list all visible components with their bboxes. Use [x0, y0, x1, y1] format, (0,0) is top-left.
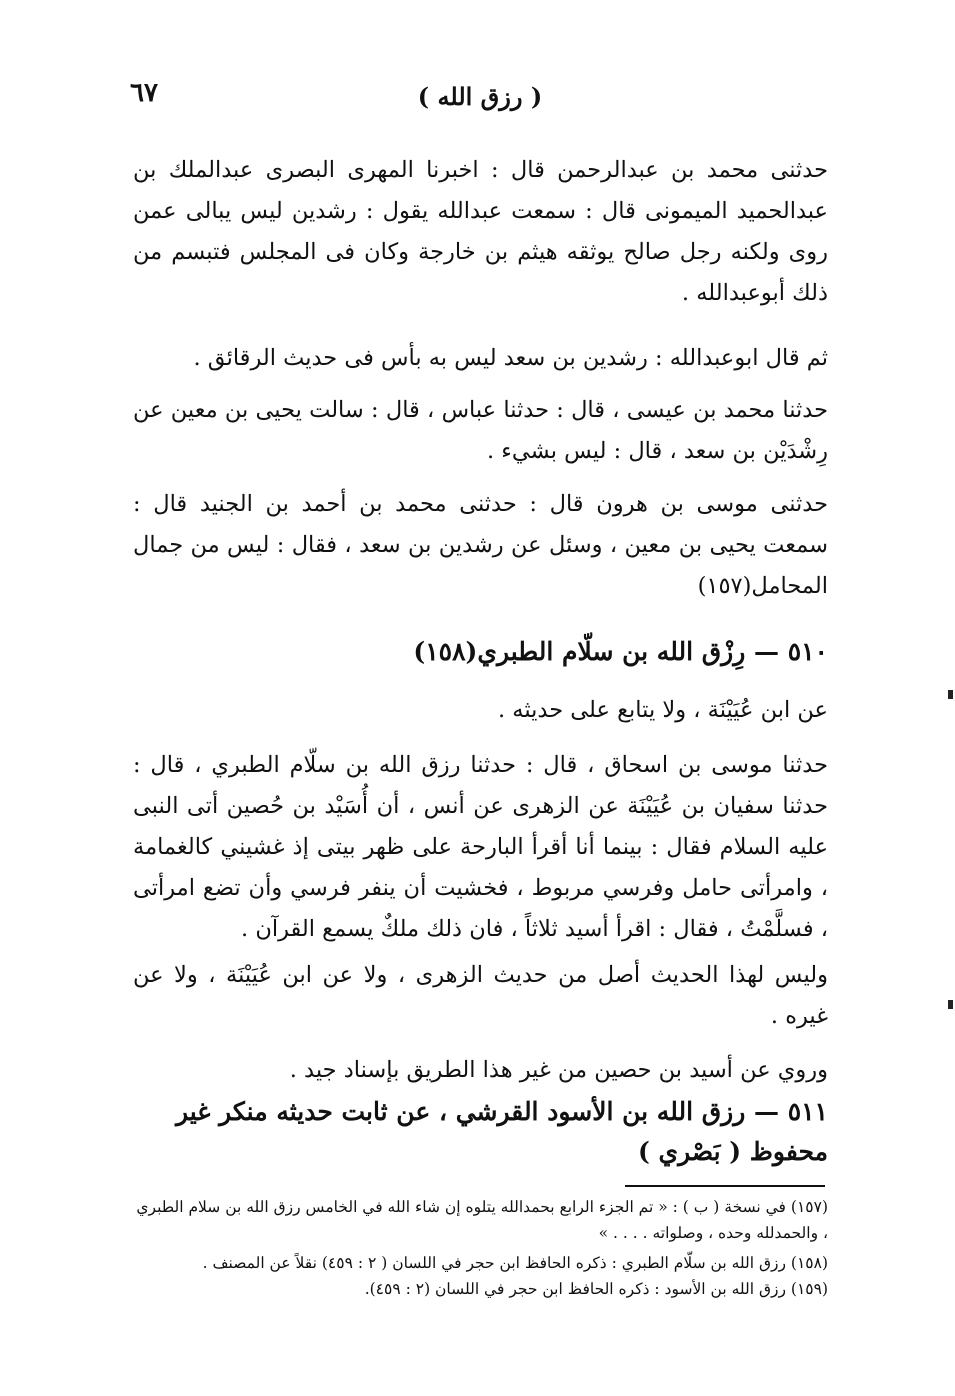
paragraph-1: حدثنى محمد بن عبدالرحمن قال : اخبرنا المهرى البصرى عبدالملك بن عبدالحميد الميمونى قال : سمعت عبدالله يقول : رشدين ليس يبالى عمن روى ولكنه رجل صالح يوثقه هيثم بن خارجة وكان فى المجلس فتبسم من ذلك أبوعبدالله . [133, 157, 828, 306]
paragraph-4: حدثنى موسى بن هرون قال : حدثنى محمد بن أحمد بن الجنيد قال : سمعت يحيى بن معين ، وسئل عن رشدين بن سعد ، فقال : ليس من جمال المحامل(١٥٧) [133, 491, 828, 599]
running-head: ( رزق الله ) [417, 82, 543, 111]
entry-heading-510: ٥١٠ — رِزْق الله بن سلّام الطبري(١٥٨) [413, 637, 828, 666]
margin-mark [948, 690, 953, 699]
paragraph-3: حدثنا محمد بن عيسى ، قال : حدثنا عباس ، قال : سالت يحيى بن معين عن رِشْدَيْن بن سعد ، قال : ليس بشيء . [133, 397, 828, 464]
paragraph-6: حدثنا موسى بن اسحاق ، قال : حدثنا رزق الله بن سلّام الطبري ، قال : حدثنا سفيان بن عُيَيْنَة عن الزهرى عن أنس ، أن أُسَيْد بن حُصين أتى النبى عليه السلام فقال : بينما أنا أقرأ البارحة على ظهر بيتى إذ غشيني كالغمامة ، وامرأتى حامل وفرسي مربوط ، فخشيت أن ينفر فرسي وأن تضع امرأتى ، فسلَّمْتُ ، فقال : اقرأ أسيد ثلاثاً ، فان ذلك ملكٌ يسمع القرآن . [133, 752, 828, 942]
footnote-159: (١٥٩) رزق الله بن الأسود : ذكره الحافظ ابن حجر في اللسان (٢ : ٤٥٩). [364, 1280, 828, 1298]
paragraph-2: ثم قال ابوعبدالله : رشدين بن سعد ليس به بأس فى حديث الرقائق . [193, 345, 828, 371]
footnote-158: (١٥٨) رزق الله بن سلّام الطبري : ذكره الحافظ ابن حجر في اللسان ( ٢ : ٤٥٩) نقلاً عن المصنف . [202, 1254, 828, 1272]
footnote-separator [625, 1185, 825, 1187]
paragraph-7: وليس لهذا الحديث أصل من حديث الزهرى ، ولا عن ابن عُيَيْنَة ، ولا عن غيره . [133, 962, 828, 1029]
margin-mark [948, 1000, 953, 1009]
paragraph-5: عن ابن عُيَيْنَة ، ولا يتابع على حديثه . [498, 697, 828, 723]
page-number: ٦٧ [130, 78, 158, 108]
footnote-157: (١٥٧) في نسخة ( ب ) : « تم الجزء الرابع بحمدالله يتلوه إن شاء الله في الخامس رزق الله بن سلام الطبري ، والحمدلله وحده ، وصلواته . . . . » [136, 1198, 828, 1242]
entry-heading-511: ٥١١ — رزق الله بن الأسود القرشي ، عن ثابت حديثه منكر غير محفوظ ( بَصْري ) [175, 1097, 828, 1166]
page-header [130, 78, 830, 118]
paragraph-8: وروي عن أسيد بن حصين من غير هذا الطريق بإسناد جيد . [289, 1057, 828, 1083]
